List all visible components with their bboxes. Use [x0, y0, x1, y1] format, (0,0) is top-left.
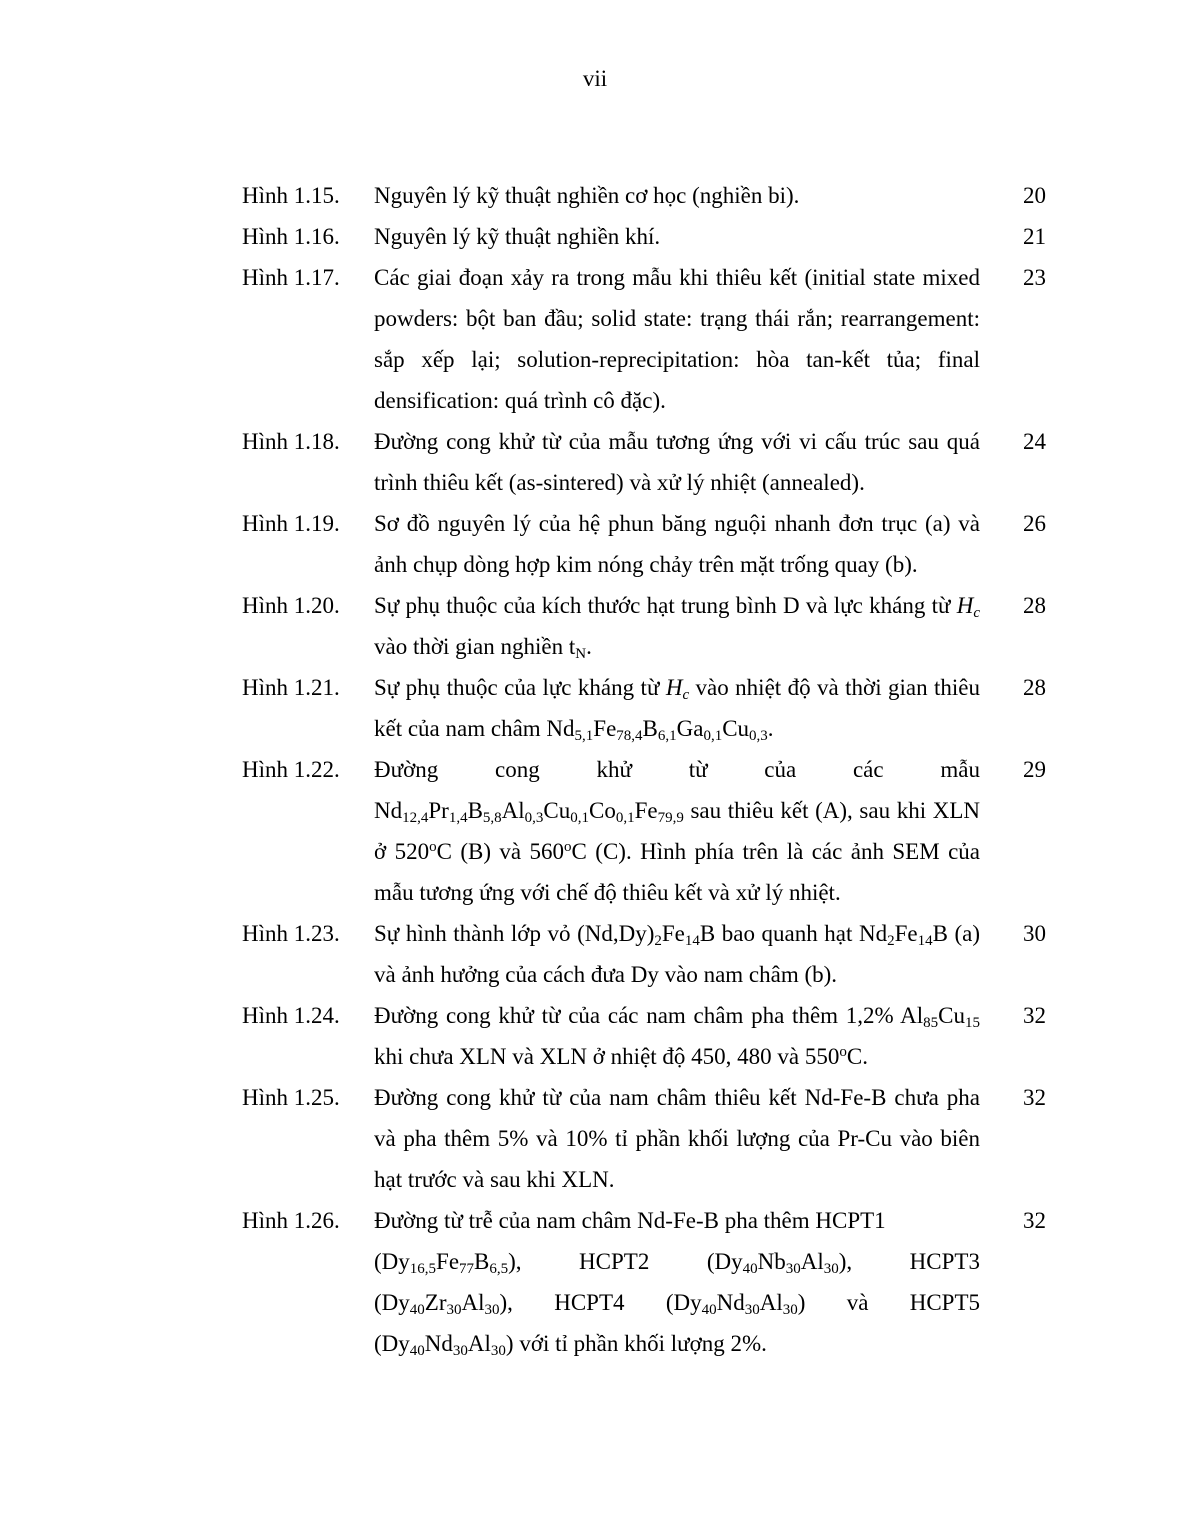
figure-entry[interactable]: [242, 1200, 1046, 1364]
figure-page-number: 28: [1023, 675, 1046, 700]
figure-page-number: 28: [1023, 593, 1046, 618]
figure-title: Sự phụ thuộc của kích thước hạt trung bình D và lực kháng từ $H_c$ vào thời gian nghiền $t_N$.: [374, 593, 980, 662]
figure-entry[interactable]: [242, 667, 1046, 749]
figure-label: Hình 1.23.: [242, 921, 340, 946]
figure-title: Đường cong khử từ của các mẫu $Nd_{12,4}Pr_{1,4}B_{5,8}Al_{0,3}Cu_{0,1}Co_{0,1}Fe_{79,9}$ sau thiêu kết (A), sau khi XLN ở 520$^o$C (B) và 560$^o$C (C). Hình phía trên là các ảnh SEM của mẫu tương ứng với chế độ thiêu kết và xử lý nhiệt.: [374, 757, 980, 905]
figure-title: Đường cong khử từ của mẫu tương ứng với vi cấu trúc sau quá trình thiêu kết (as-sintered) và xử lý nhiệt (annealed).: [374, 429, 980, 495]
figure-entry[interactable]: [242, 913, 1046, 995]
figure-label: Hình 1.18.: [242, 429, 340, 454]
figure-entry[interactable]: [242, 503, 1046, 585]
figure-page-number: 32: [1023, 1208, 1046, 1233]
figure-list: [242, 175, 1046, 1364]
figure-entry[interactable]: [242, 749, 1046, 913]
figure-label: Hình 1.22.: [242, 757, 340, 782]
figure-entry[interactable]: [242, 175, 1046, 216]
figure-label: Hình 1.25.: [242, 1085, 340, 1110]
figure-entry[interactable]: [242, 216, 1046, 257]
figure-page-number: 29: [1023, 757, 1046, 782]
figure-title: Nguyên lý kỹ thuật nghiền cơ học (nghiền bi).: [374, 183, 800, 208]
figure-entry[interactable]: [242, 421, 1046, 503]
figure-page-number: 23: [1023, 265, 1046, 290]
figure-entry[interactable]: [242, 257, 1046, 421]
figure-page-number: 20: [1023, 183, 1046, 208]
figure-label: Hình 1.20.: [242, 593, 340, 618]
figure-label: Hình 1.24.: [242, 1003, 340, 1028]
figure-title: Sơ đồ nguyên lý của hệ phun băng nguội nhanh đơn trục (a) và ảnh chụp dòng hợp kim nóng chảy trên mặt trống quay (b).: [374, 511, 980, 577]
figure-title: Các giai đoạn xảy ra trong mẫu khi thiêu kết (initial state mixed powders: bột ban đầu; solid state: trạng thái rắn; rearrangement: sắp xếp lại; solution-reprecipitation: hòa tan-kết tủa; final densification: quá trình cô đặc).: [374, 265, 980, 413]
figure-page-number: 24: [1023, 429, 1046, 454]
figure-page-number: 30: [1023, 921, 1046, 946]
figure-title: Sự hình thành lớp vỏ $(Nd,Dy)_2Fe_{14}B$ bao quanh hạt $Nd_2Fe_{14}B$ (a) và ảnh hưởng của cách đưa Dy vào nam châm (b).: [374, 921, 981, 987]
figure-label: Hình 1.21.: [242, 675, 340, 700]
figure-label: Hình 1.26.: [242, 1208, 340, 1233]
figure-entry[interactable]: [242, 1077, 1046, 1200]
figure-page-number: 21: [1023, 224, 1046, 249]
page-number: vii: [582, 66, 608, 91]
figure-label: Hình 1.16.: [242, 224, 340, 249]
figure-title: Nguyên lý kỹ thuật nghiền khí.: [374, 224, 661, 249]
figure-page-number: 26: [1023, 511, 1046, 536]
figure-label: Hình 1.15.: [242, 183, 340, 208]
figure-page-number: 32: [1023, 1085, 1046, 1110]
figure-label: Hình 1.17.: [242, 265, 340, 290]
figure-label: Hình 1.19.: [242, 511, 340, 536]
figure-entry[interactable]: [242, 995, 1046, 1077]
figure-page-number: 32: [1023, 1003, 1046, 1028]
figure-title: Sự phụ thuộc của lực kháng từ $H_c$ vào nhiệt độ và thời gian thiêu kết của nam châm $Nd_{5,1}Fe_{78,4}B_{6,1}Ga_{0,1}Cu_{0,3}$.: [374, 675, 981, 744]
figure-title: Đường cong khử từ của nam châm thiêu kết Nd-Fe-B chưa pha và pha thêm 5% và 10% tỉ phần khối lượng của Pr-Cu vào biên hạt trước và sau khi XLN.: [374, 1085, 980, 1192]
figure-title: Đường từ trễ của nam châm Nd-Fe-B pha thêm HCPT1 $(Dy_{16,5}Fe_{77}B_{6,5})$, HCPT2 $(Dy_{40}Nb_{30}Al_{30})$, HCPT3 $(Dy_{40}Zr_{30}Al_{30})$, HCPT4 $(Dy_{40}Nd_{30}Al_{30})$ và HCPT5 $(Dy_{40}Nd_{30}Al_{30})$ với tỉ phần khối lượng 2%.: [374, 1208, 980, 1359]
figure-entry[interactable]: [242, 585, 1046, 667]
figure-title: Đường cong khử từ của các nam châm pha thêm 1,2% $Al_{85}Cu_{15}$ khi chưa XLN và XLN ở nhiệt độ 450, 480 và 550$^o$C.: [374, 1003, 980, 1069]
